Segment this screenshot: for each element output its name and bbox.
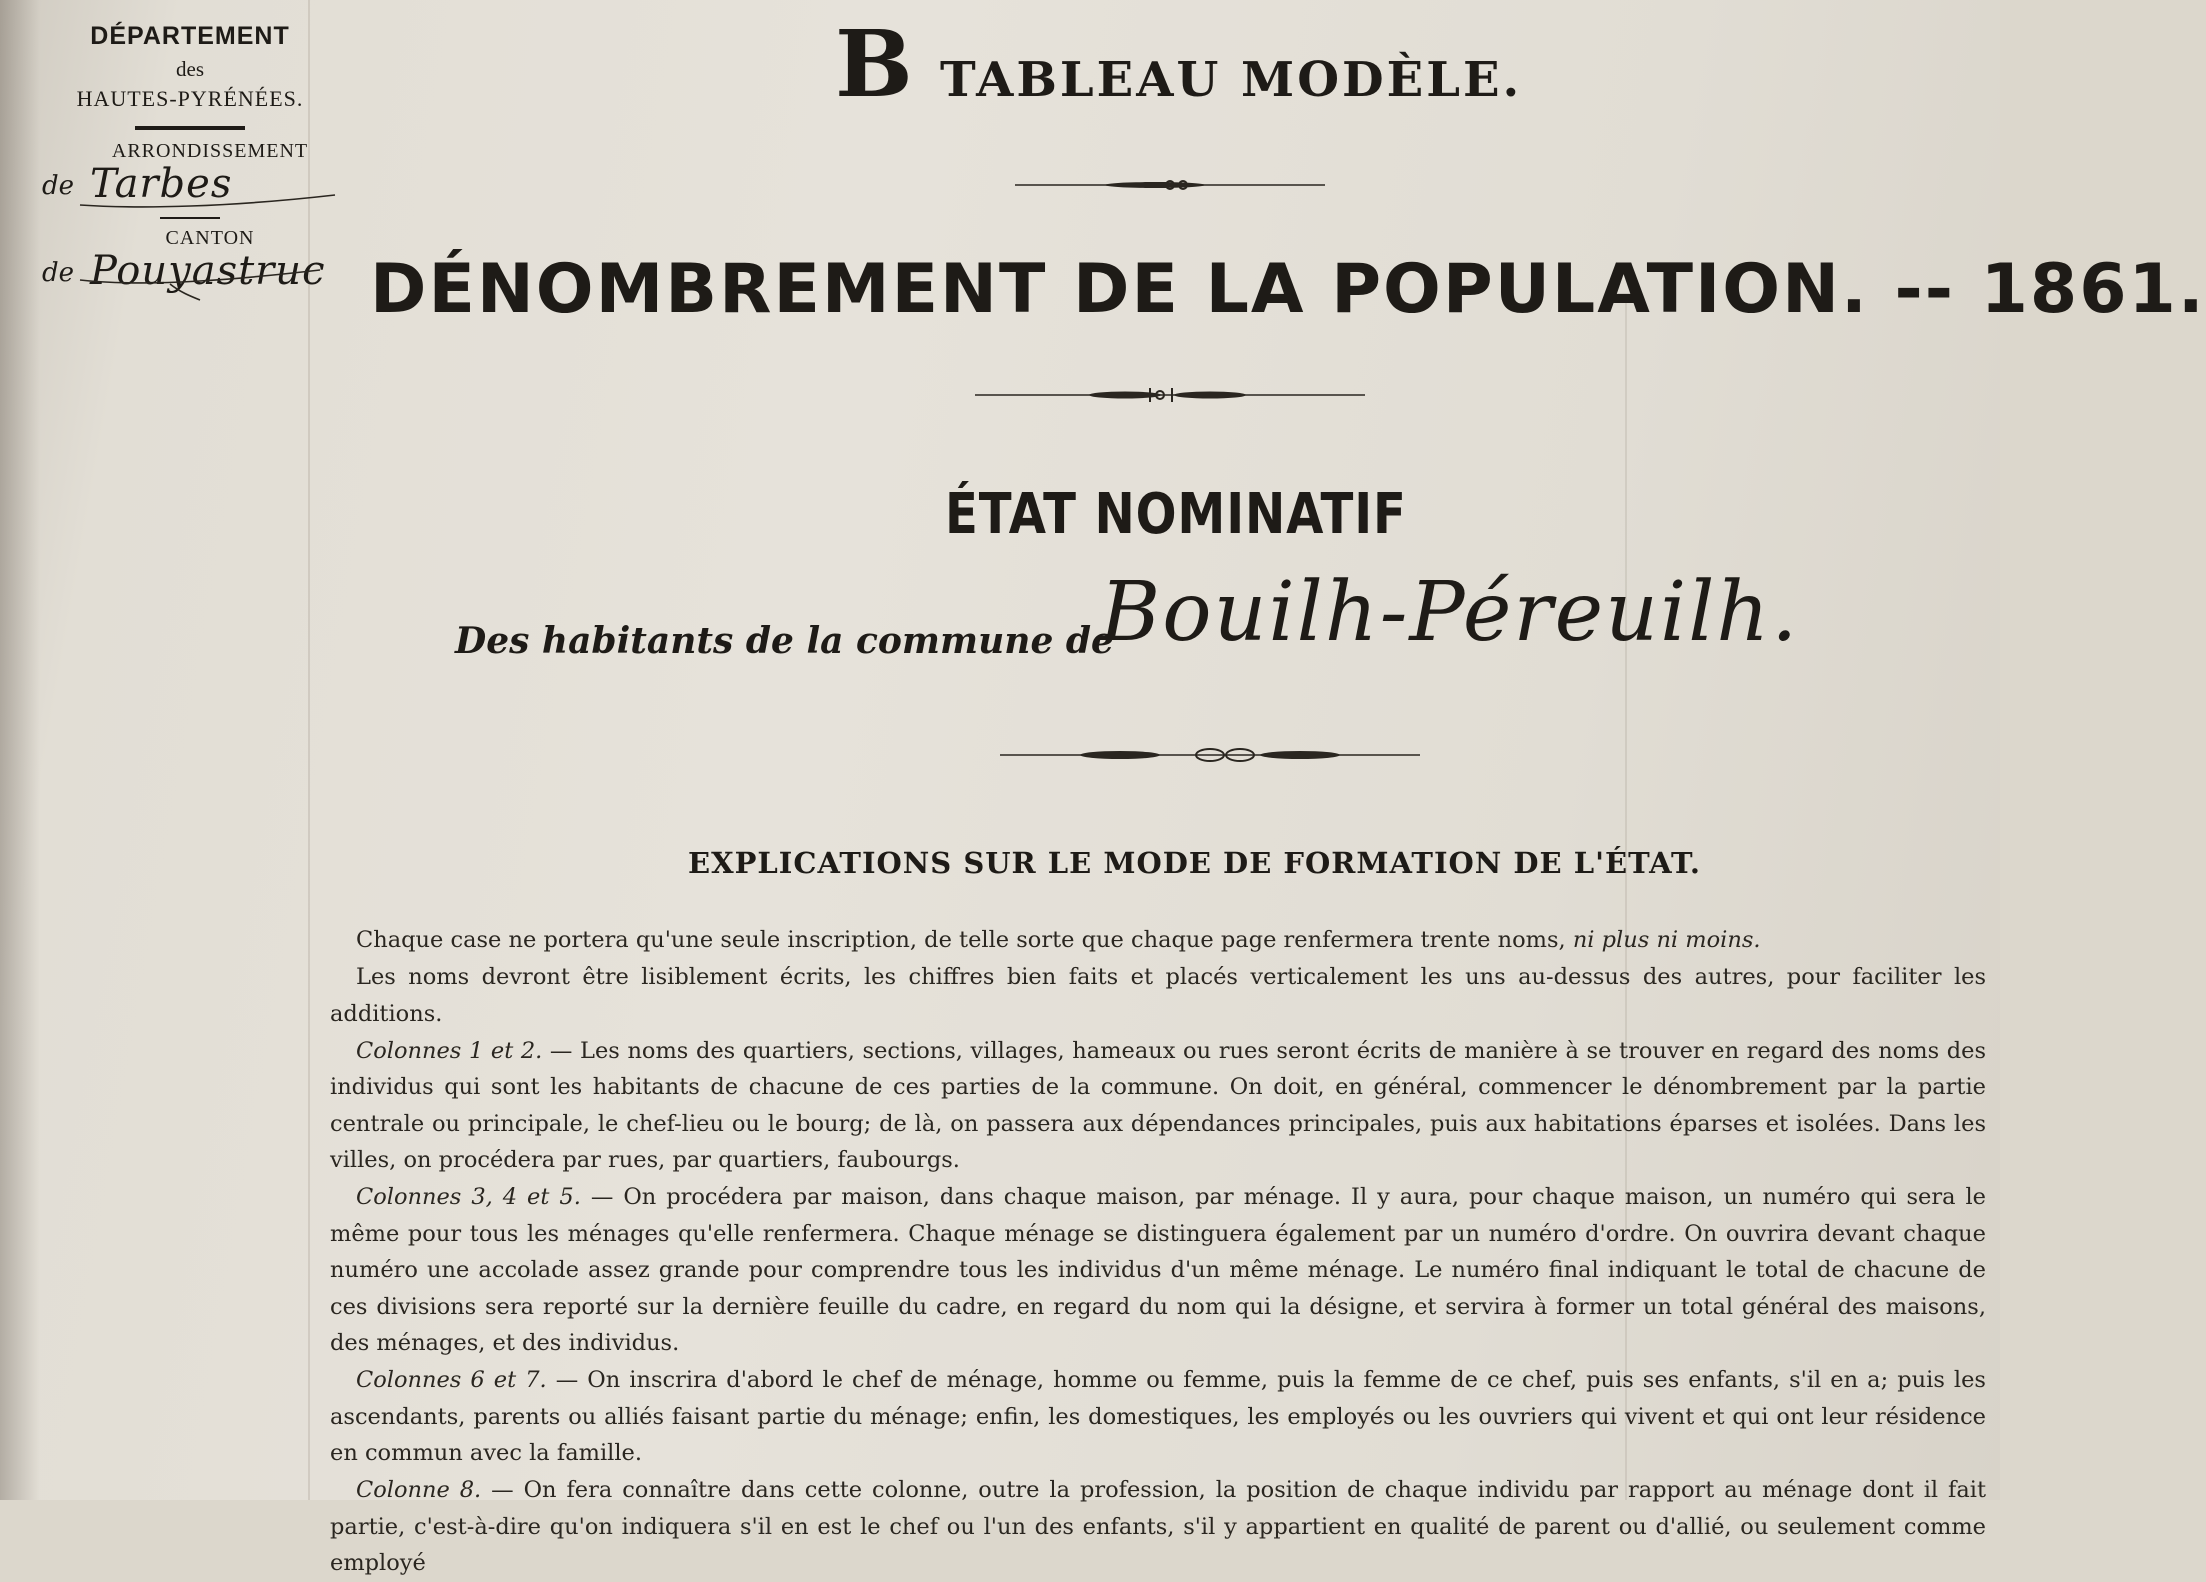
model-label: TABLEAU MODÈLE. [940,52,1523,108]
divider-small [160,217,220,219]
page-title: DÉNOMBREMENT DE LA POPULATION. -- 1861. [370,250,2206,329]
paragraph-emphasis: ni plus ni moins. [1572,927,1761,953]
paragraph [330,1362,1986,1472]
paragraph [330,1033,1986,1179]
column-label: Colonne 8. [356,1477,482,1503]
arrondissement-prefix: de [42,171,75,201]
arrondissement-label: ARRONDISSEMENT [111,140,309,162]
admin-block [40,22,340,294]
canton-label: CANTON [165,227,255,249]
paragraph [330,922,1986,959]
commune-name: Bouilh-Péreuilh. [1100,565,1800,660]
divider [135,126,245,130]
paragraph [330,1472,1986,1582]
paragraph-text: — On inscrira d'abord le chef de ménage, homme ou femme, puis la femme de ce chef, puis ses enfants, s'il en a; puis les ascendants, parents ou alliés faisant partie du ménage; enfin, les domestiques, les employés ou les ouvriers qui vivent et qui ont leur résidence en commun avec la famille. [330,1367,1986,1466]
signature-flourish [80,193,340,213]
paragraph-text: — On procédera par maison, dans chaque maison, par ménage. Il y aura, pour chaque maison, un numéro qui sera le même pour tous les ménages qu'elle renfermera. Chaque ménage se distinguera également par un numéro d'ordre. On ouvrira devant chaque numéro une accolade assez grande pour comprendre tous les individus d'un même ménage. Le numéro final indiquant le total de chacune de ces divisions sera reporté sur la dernière feuille du cadre, en regard du nom qui la désigne, et servira à former un total général des maisons, des ménages, et des individus. [330,1184,1986,1356]
department-name: HAUTES-PYRÉNÉES. [76,86,304,111]
department-label: DÉPARTEMENT [90,22,290,50]
arrondissement-name: Tarbes [90,161,233,207]
canton-prefix: de [42,258,75,288]
form-letter: B [835,10,913,118]
signature-flourish [80,270,340,300]
ornament-rule [975,385,1365,405]
paragraph-text: — On fera connaître dans cette colonne, outre la profession, la position de chaque individu par rapport au ménage dont il fait partie, c'est-à-dire qu'on indiquera s'il en est le chef ou l'un des enfants, s'il y appartient en qualité de parent ou d'allié, ou seulement comme employé [330,1477,1987,1576]
column-label: Colonnes 1 et 2. [356,1037,543,1064]
canton-name: Pouyastruc [90,248,326,294]
ornament-rule [1000,744,1420,766]
subtitle: ÉTAT NOMINATIF [945,482,1407,547]
department-des: des [176,57,204,81]
canton-line [40,250,340,294]
explanations-heading: EXPLICATIONS SUR LE MODE DE FORMATION DE L'ÉTAT. [688,846,1701,880]
paragraph-text: — Les noms des quartiers, sections, villages, hameaux ou rues seront écrits de manière à se trouver en regard des noms des individus qui sont les habitants de chacune de ces parties de la commune. On doit, en général, commencer le dénombrement par la partie centrale ou principale, le chef-lieu ou le bourg; de là, on passera aux dépendances principales, puis aux habitations éparses et isolées. Dans les villes, on procédera par rues, par quartiers, faubourgs. [330,1037,1986,1173]
column-label: Colonnes 3, 4 et 5. [356,1184,581,1210]
ornament-rule [1015,176,1325,194]
paragraph [330,1179,1986,1362]
page-edge-shadow [0,0,40,1500]
column-label: Colonnes 6 et 7. [356,1367,547,1393]
habitants-label: Des habitants de la commune de [455,620,1114,662]
arrondissement-line [40,163,340,207]
paragraph-text: Les noms devront être lisiblement écrits, les chiffres bien faits et placés verticalement les uns au-dessus des autres, pour faciliter les additions. [330,964,1986,1027]
paragraph [330,959,1986,1032]
explanations-body [330,922,1986,1582]
paragraph-text: Chaque case ne portera qu'une seule inscription, de telle sorte que chaque page renfermera trente noms, [356,927,1566,953]
